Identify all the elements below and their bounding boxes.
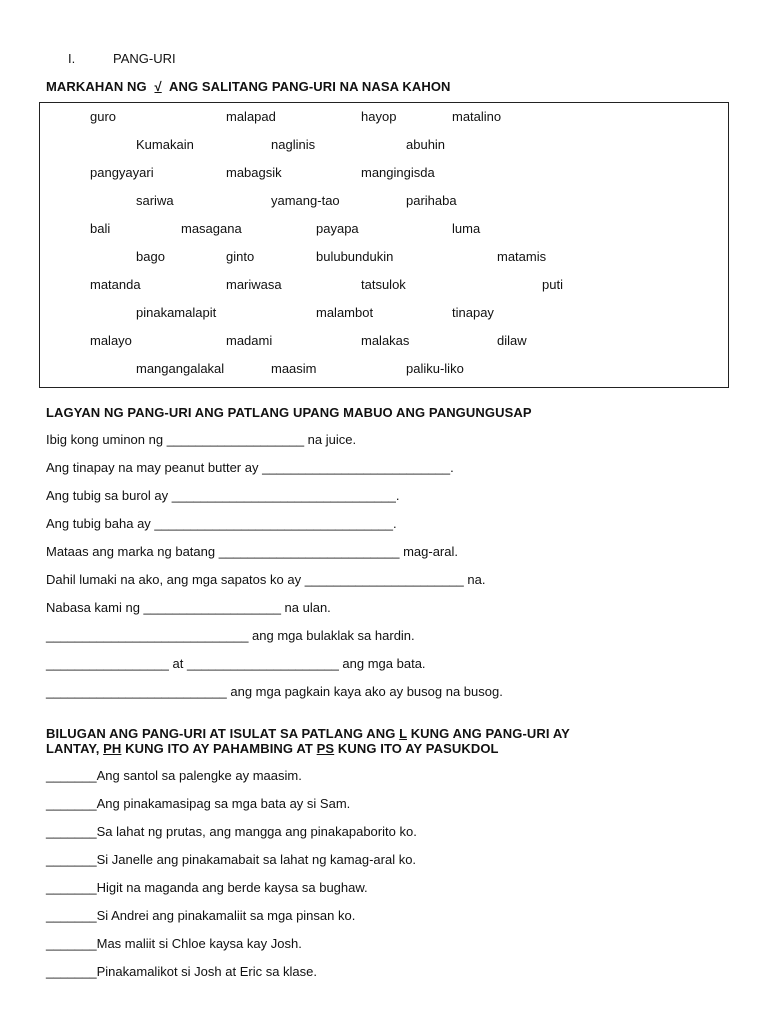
classify-sentence: Ang pinakamasipag sa mga bata ay si Sam. (96, 796, 351, 811)
classify-sentence: Si Andrei ang pinakamaliit sa mga pinsan ko. (96, 908, 356, 923)
section-number: I. (68, 51, 76, 66)
word-item[interactable]: bago (136, 249, 165, 264)
part1-instruction-post: ANG SALITANG PANG-URI NA NASA KAHON (168, 79, 451, 94)
answer-blank[interactable]: _______ (46, 796, 97, 811)
classify-item (46, 852, 416, 868)
classify-sentence: Ang santol sa palengke ay maasim. (96, 768, 302, 783)
word-item[interactable]: malayo (90, 333, 132, 348)
word-item[interactable]: Kumakain (136, 137, 194, 152)
word-item[interactable]: dilaw (497, 333, 527, 348)
part2-instruction: LAGYAN NG PANG-URI ANG PATLANG UPANG MABUO ANG PANGUNGUSAP (46, 405, 532, 420)
answer-blank[interactable]: _______ (46, 824, 97, 839)
fill-blank-sentence[interactable]: Nabasa kami ng ___________________ na ulan. (46, 600, 331, 615)
classify-sentence: Pinakamalikot si Josh at Eric sa klase. (96, 964, 317, 979)
classify-sentence: Higit na maganda ang berde kaysa sa bughaw. (96, 880, 368, 895)
part3-line2-pre: LANTAY, (46, 741, 104, 756)
word-item[interactable]: ginto (226, 249, 255, 264)
word-item[interactable]: malapad (226, 109, 276, 124)
fill-blank-sentence[interactable]: ____________________________ ang mga bulaklak sa hardin. (46, 628, 415, 643)
part3-line1-post: KUNG ANG PANG-URI AY (406, 726, 570, 741)
word-item[interactable]: parihaba (406, 193, 457, 208)
word-item[interactable]: naglinis (271, 137, 316, 152)
fill-blank-sentence[interactable]: Dahil lumaki na ako, ang mga sapatos ko ay ______________________ na. (46, 572, 486, 587)
word-item[interactable]: maasim (271, 361, 317, 376)
word-item[interactable]: puti (542, 277, 563, 292)
word-item[interactable]: masagana (181, 221, 242, 236)
word-item[interactable]: madami (226, 333, 273, 348)
fill-blank-sentence[interactable]: _________________ at _____________________ ang mga bata. (46, 656, 426, 671)
answer-blank[interactable]: _______ (46, 964, 97, 979)
word-item[interactable]: bulubundukin (316, 249, 394, 264)
fill-blank-sentence[interactable]: Ibig kong uminon ng ___________________ na juice. (46, 432, 357, 447)
word-item[interactable]: pinakamalapit (136, 305, 217, 320)
part3-line2-mid: KUNG ITO AY PAHAMBING AT (121, 741, 317, 756)
classify-sentence: Mas maliit si Chloe kaysa kay Josh. (96, 936, 302, 951)
classify-item (46, 964, 317, 980)
word-item[interactable]: pangyayari (90, 165, 154, 180)
answer-blank[interactable]: _______ (46, 936, 97, 951)
part3-instruction-line1 (46, 726, 570, 742)
classify-item (46, 796, 350, 812)
word-item[interactable]: abuhin (406, 137, 446, 152)
part3-instruction-line2 (46, 741, 499, 757)
fill-blank-sentence[interactable]: Ang tubig sa burol ay _______________________________. (46, 488, 400, 503)
word-item[interactable]: luma (452, 221, 481, 236)
answer-blank[interactable]: _______ (46, 852, 97, 867)
word-item[interactable]: yamang-tao (271, 193, 340, 208)
classify-item (46, 936, 302, 952)
word-item[interactable]: sariwa (136, 193, 174, 208)
word-item[interactable]: hayop (361, 109, 397, 124)
word-item[interactable]: tinapay (452, 305, 494, 320)
word-item[interactable]: payapa (316, 221, 359, 236)
code-lantay: L (399, 726, 407, 741)
word-item[interactable]: guro (90, 109, 117, 124)
code-pahambing: PH (103, 741, 122, 756)
word-item[interactable]: matalino (452, 109, 502, 124)
answer-blank[interactable]: _______ (46, 880, 97, 895)
code-pasukdol: PS (316, 741, 335, 756)
classify-item (46, 824, 417, 840)
fill-blank-sentence[interactable]: _________________________ ang mga pagkain kaya ako ay busog na busog. (46, 684, 503, 699)
word-item[interactable]: mariwasa (226, 277, 282, 292)
classify-item (46, 908, 355, 924)
word-item[interactable]: bali (90, 221, 111, 236)
classify-sentence: Si Janelle ang pinakamabait sa lahat ng kamag-aral ko. (96, 852, 417, 867)
word-item[interactable]: matamis (497, 249, 547, 264)
part1-instruction (46, 79, 451, 95)
section-title: PANG-URI (113, 51, 176, 66)
part3-line2-post: KUNG ITO AY PASUKDOL (334, 741, 499, 756)
word-item[interactable]: tatsulok (361, 277, 406, 292)
word-item[interactable]: malambot (316, 305, 374, 320)
answer-blank[interactable]: _______ (46, 768, 97, 783)
word-item[interactable]: matanda (90, 277, 141, 292)
fill-blank-sentence[interactable]: Mataas ang marka ng batang _________________________ mag-aral. (46, 544, 458, 559)
classify-sentence: Sa lahat ng prutas, ang mangga ang pinakapaborito ko. (96, 824, 417, 839)
check-symbol: √ (154, 79, 162, 94)
fill-blank-sentence[interactable]: Ang tubig baha ay _________________________________. (46, 516, 397, 531)
classify-item (46, 768, 302, 784)
word-item[interactable]: mangangalakal (136, 361, 225, 376)
classify-item (46, 880, 368, 896)
word-item[interactable]: paliku-liko (406, 361, 464, 376)
word-item[interactable]: malakas (361, 333, 410, 348)
fill-blank-sentence[interactable]: Ang tinapay na may peanut butter ay __________________________. (46, 460, 454, 475)
word-item[interactable]: mangingisda (361, 165, 435, 180)
part3-line1-pre: BILUGAN ANG PANG-URI AT ISULAT SA PATLANG ANG (46, 726, 400, 741)
word-item[interactable]: mabagsik (226, 165, 282, 180)
part1-instruction-pre: MARKAHAN NG (46, 79, 147, 94)
answer-blank[interactable]: _______ (46, 908, 97, 923)
